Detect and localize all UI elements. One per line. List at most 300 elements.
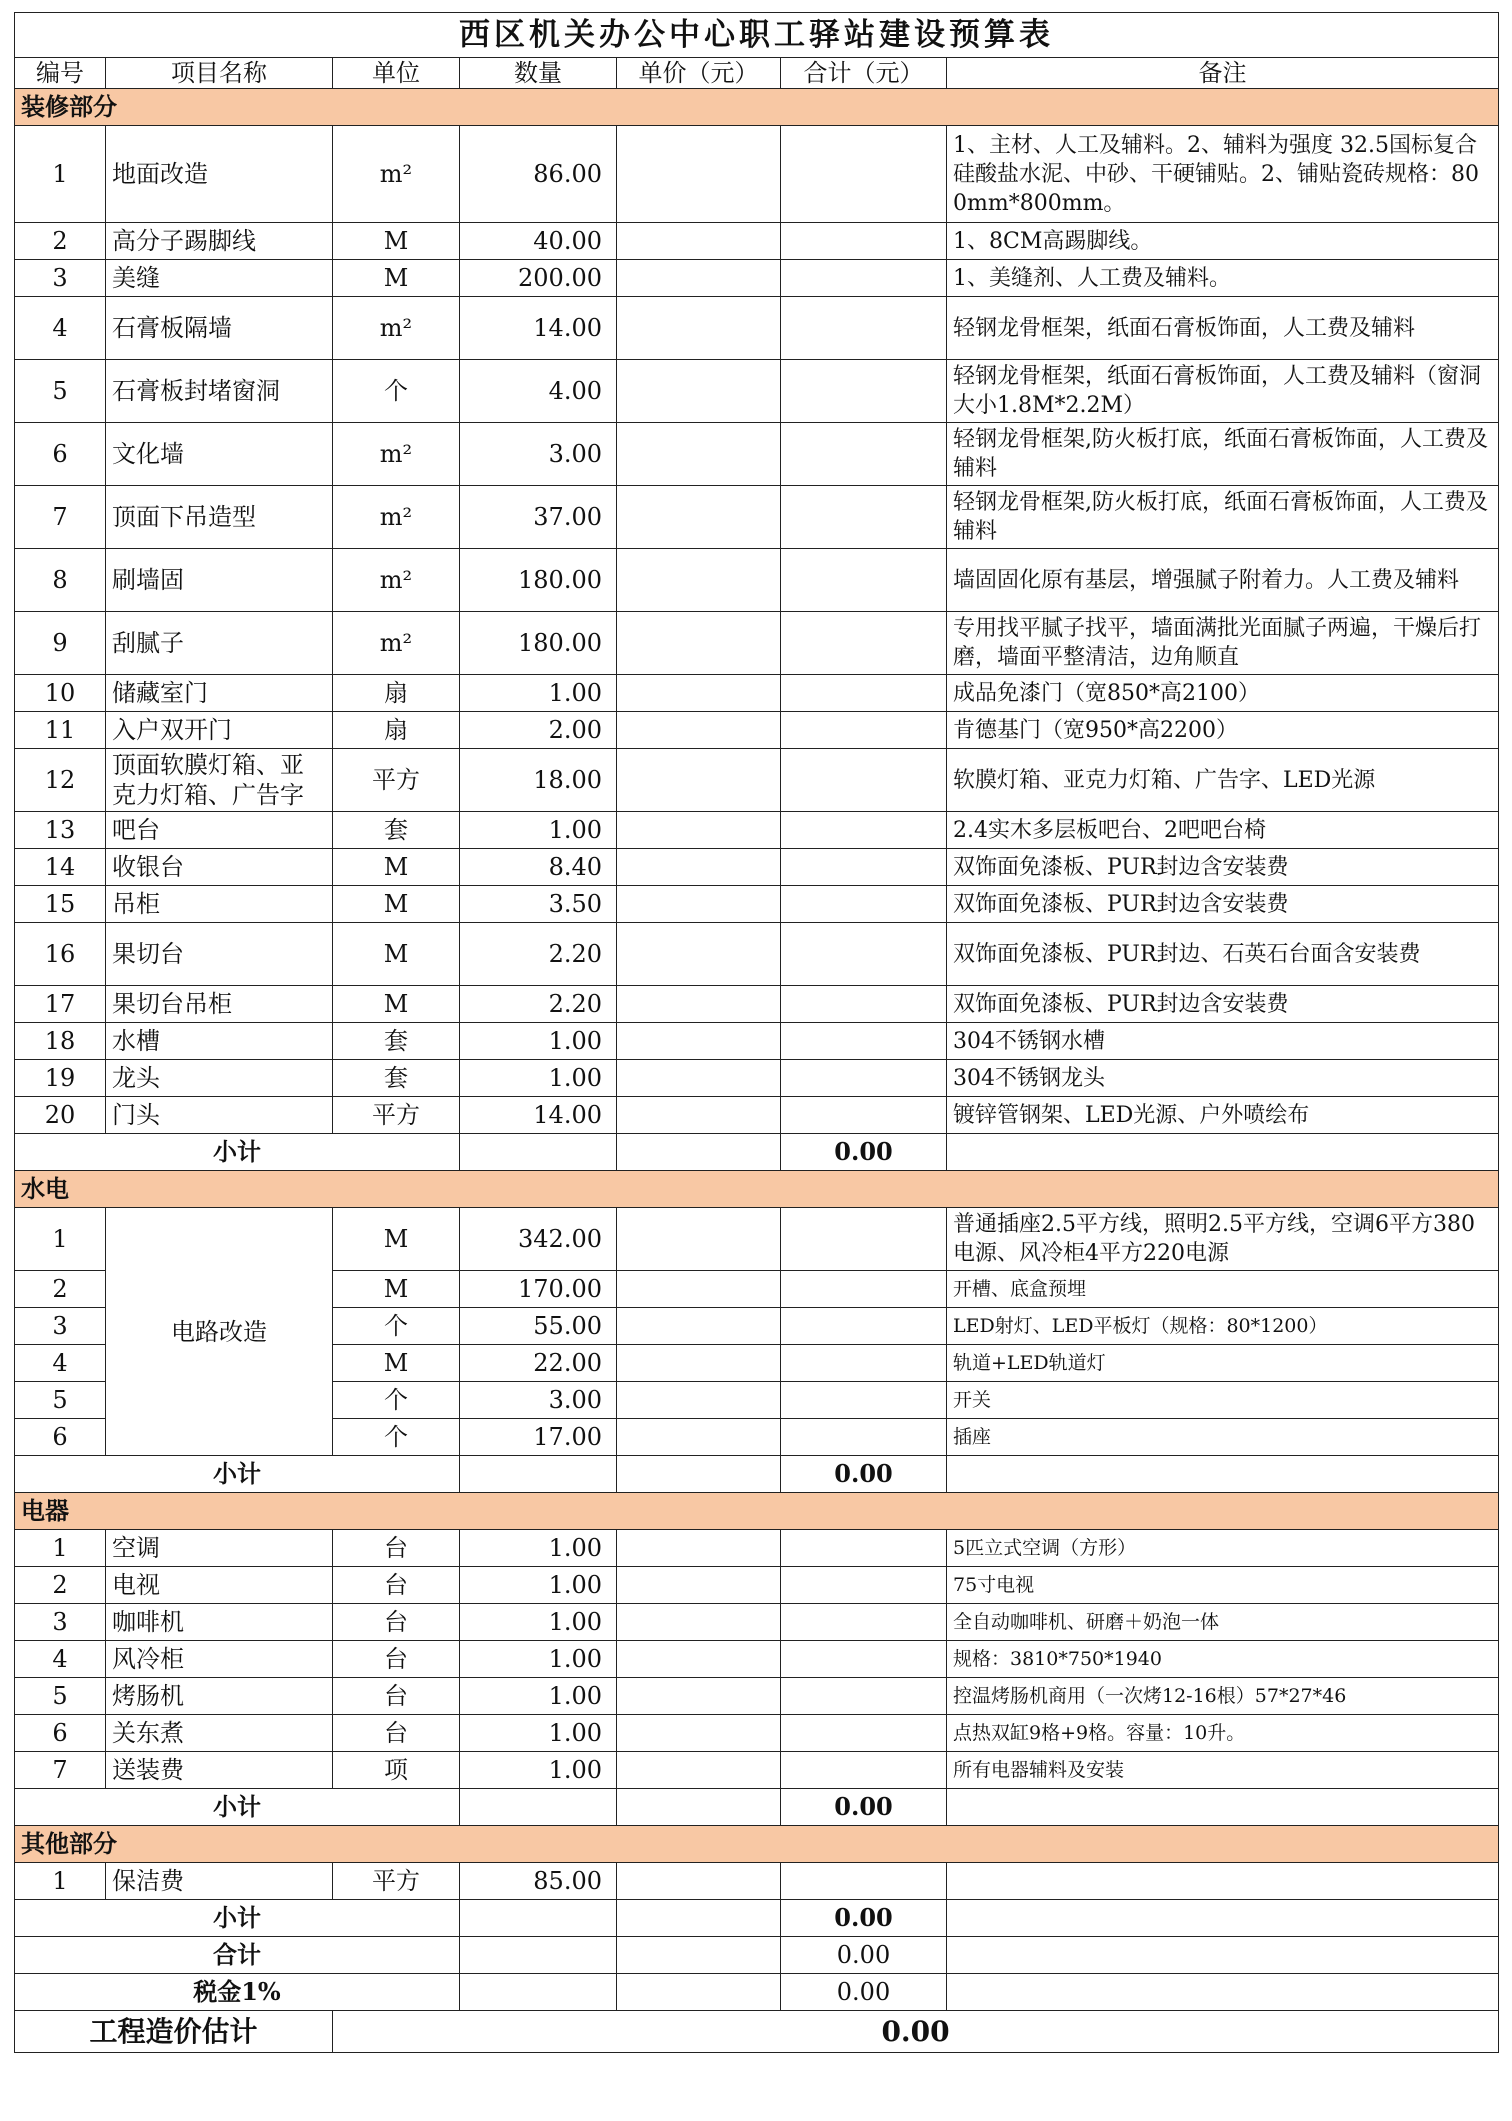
cell[interactable] bbox=[617, 1134, 781, 1171]
estimate-label[interactable]: 工程造价估计 bbox=[15, 2011, 333, 2053]
item-name[interactable]: 门头 bbox=[106, 1097, 333, 1134]
item-unit-price[interactable] bbox=[617, 126, 781, 223]
item-note[interactable]: 1、8CM高踢脚线。 bbox=[947, 223, 1499, 260]
subtotal-row bbox=[15, 1134, 1499, 1171]
item-note[interactable]: 肯德基门（宽950*高2200） bbox=[947, 712, 1499, 749]
item-group-name[interactable]: 电路改造 bbox=[106, 1208, 333, 1456]
item-note[interactable]: 规格：3810*750*1940 bbox=[947, 1641, 1499, 1678]
item-line-total[interactable] bbox=[781, 1208, 947, 1271]
item-number[interactable]: 11 bbox=[15, 712, 106, 749]
item-note[interactable]: 轻钢龙骨框架，纸面石膏板饰面，人工费及辅料 bbox=[947, 297, 1499, 360]
item-number[interactable]: 3 bbox=[15, 1308, 106, 1345]
item-line-total[interactable] bbox=[781, 1678, 947, 1715]
item-unit[interactable]: m² bbox=[333, 486, 460, 549]
table-row bbox=[15, 1023, 1499, 1060]
table-row bbox=[15, 812, 1499, 849]
item-unit[interactable]: M bbox=[333, 886, 460, 923]
item-note[interactable]: 2.4实木多层板吧台、2吧吧台椅 bbox=[947, 812, 1499, 849]
subtotal-value[interactable]: 0.00 bbox=[781, 1900, 947, 1937]
item-quantity[interactable]: 1.00 bbox=[460, 1752, 617, 1789]
item-note[interactable]: 1、主材、人工及辅料。2、辅料为强度 32.5国标复合硅酸盐水泥、中砂、干硬铺贴。2、铺贴瓷砖规格：800mm*800mm。 bbox=[947, 126, 1499, 223]
item-number[interactable]: 13 bbox=[15, 812, 106, 849]
item-quantity[interactable]: 1.00 bbox=[460, 1678, 617, 1715]
item-line-total[interactable] bbox=[781, 849, 947, 886]
item-line-total[interactable] bbox=[781, 486, 947, 549]
item-unit[interactable]: M bbox=[333, 260, 460, 297]
budget-table bbox=[14, 12, 1499, 2053]
item-note[interactable]: 普通插座2.5平方线，照明2.5平方线，空调6平方380电源、风冷柜4平方220电源 bbox=[947, 1208, 1499, 1271]
item-number[interactable]: 14 bbox=[15, 849, 106, 886]
cell[interactable] bbox=[947, 1937, 1499, 1974]
item-unit-price[interactable] bbox=[617, 223, 781, 260]
item-unit-price[interactable] bbox=[617, 1023, 781, 1060]
item-unit[interactable]: m² bbox=[333, 612, 460, 675]
item-unit[interactable]: 台 bbox=[333, 1678, 460, 1715]
item-line-total[interactable] bbox=[781, 1097, 947, 1134]
item-quantity[interactable]: 14.00 bbox=[460, 1097, 617, 1134]
item-line-total[interactable] bbox=[781, 1604, 947, 1641]
item-note[interactable]: 全自动咖啡机、研磨＋奶泡一体 bbox=[947, 1604, 1499, 1641]
cell[interactable] bbox=[617, 1789, 781, 1826]
item-quantity[interactable]: 1.00 bbox=[460, 1641, 617, 1678]
item-note[interactable]: 镀锌管钢架、LED光源、户外喷绘布 bbox=[947, 1097, 1499, 1134]
table-row bbox=[15, 1752, 1499, 1789]
item-number[interactable]: 17 bbox=[15, 986, 106, 1023]
table-row bbox=[15, 1567, 1499, 1604]
item-unit[interactable]: 个 bbox=[333, 1419, 460, 1456]
cell[interactable] bbox=[460, 1974, 617, 2011]
item-name[interactable]: 保洁费 bbox=[106, 1863, 333, 1900]
cell[interactable] bbox=[617, 1937, 781, 1974]
table-row bbox=[15, 1678, 1499, 1715]
cell[interactable] bbox=[460, 1134, 617, 1171]
subtotal-label[interactable]: 小计 bbox=[15, 1134, 460, 1171]
cell[interactable] bbox=[460, 1789, 617, 1826]
item-unit-price[interactable] bbox=[617, 1678, 781, 1715]
section-header bbox=[15, 89, 1499, 126]
item-name[interactable]: 收银台 bbox=[106, 849, 333, 886]
item-note[interactable]: 所有电器辅料及安装 bbox=[947, 1752, 1499, 1789]
column-header[interactable]: 数量 bbox=[460, 58, 617, 89]
item-unit-price[interactable] bbox=[617, 1419, 781, 1456]
item-quantity[interactable]: 200.00 bbox=[460, 260, 617, 297]
item-note[interactable]: 轻钢龙骨框架,防火板打底，纸面石膏板饰面，人工费及辅料 bbox=[947, 423, 1499, 486]
item-number[interactable]: 10 bbox=[15, 675, 106, 712]
item-name[interactable]: 空调 bbox=[106, 1530, 333, 1567]
item-number[interactable]: 5 bbox=[15, 1382, 106, 1419]
item-quantity[interactable]: 2.20 bbox=[460, 986, 617, 1023]
item-unit-price[interactable] bbox=[617, 1530, 781, 1567]
item-quantity[interactable]: 1.00 bbox=[460, 1715, 617, 1752]
item-quantity[interactable]: 55.00 bbox=[460, 1308, 617, 1345]
item-unit[interactable]: 扇 bbox=[333, 712, 460, 749]
item-line-total[interactable] bbox=[781, 549, 947, 612]
item-quantity[interactable]: 3.50 bbox=[460, 886, 617, 923]
item-unit-price[interactable] bbox=[617, 712, 781, 749]
tax-value[interactable]: 0.00 bbox=[781, 1974, 947, 2011]
item-unit[interactable]: 台 bbox=[333, 1715, 460, 1752]
item-quantity[interactable]: 342.00 bbox=[460, 1208, 617, 1271]
item-unit-price[interactable] bbox=[617, 612, 781, 675]
item-note[interactable]: 304不锈钢水槽 bbox=[947, 1023, 1499, 1060]
section-title[interactable]: 水电 bbox=[15, 1171, 1499, 1208]
table-row bbox=[15, 260, 1499, 297]
item-quantity[interactable]: 3.00 bbox=[460, 423, 617, 486]
item-line-total[interactable] bbox=[781, 1023, 947, 1060]
item-number[interactable]: 6 bbox=[15, 1715, 106, 1752]
item-unit-price[interactable] bbox=[617, 1097, 781, 1134]
item-line-total[interactable] bbox=[781, 886, 947, 923]
cell[interactable] bbox=[617, 1456, 781, 1493]
item-number[interactable]: 20 bbox=[15, 1097, 106, 1134]
item-note[interactable]: 双饰面免漆板、PUR封边含安装费 bbox=[947, 849, 1499, 886]
item-line-total[interactable] bbox=[781, 360, 947, 423]
item-unit-price[interactable] bbox=[617, 297, 781, 360]
item-name[interactable]: 果切台吊柜 bbox=[106, 986, 333, 1023]
item-note[interactable]: 成品免漆门（宽850*高2100） bbox=[947, 675, 1499, 712]
item-unit-price[interactable] bbox=[617, 549, 781, 612]
subtotal-row bbox=[15, 1900, 1499, 1937]
item-line-total[interactable] bbox=[781, 1060, 947, 1097]
item-line-total[interactable] bbox=[781, 1715, 947, 1752]
item-unit[interactable]: m² bbox=[333, 297, 460, 360]
item-line-total[interactable] bbox=[781, 260, 947, 297]
item-note[interactable]: 插座 bbox=[947, 1419, 1499, 1456]
cell[interactable] bbox=[617, 1974, 781, 2011]
item-line-total[interactable] bbox=[781, 1382, 947, 1419]
item-unit-price[interactable] bbox=[617, 1641, 781, 1678]
item-name[interactable]: 高分子踢脚线 bbox=[106, 223, 333, 260]
cell[interactable] bbox=[947, 1134, 1499, 1171]
item-line-total[interactable] bbox=[781, 712, 947, 749]
item-note[interactable]: 1、美缝剂、人工费及辅料。 bbox=[947, 260, 1499, 297]
item-quantity[interactable]: 37.00 bbox=[460, 486, 617, 549]
item-unit[interactable]: M bbox=[333, 1271, 460, 1308]
item-line-total[interactable] bbox=[781, 423, 947, 486]
item-number[interactable]: 1 bbox=[15, 126, 106, 223]
item-quantity[interactable]: 180.00 bbox=[460, 612, 617, 675]
title-row bbox=[15, 13, 1499, 58]
item-unit-price[interactable] bbox=[617, 360, 781, 423]
item-name[interactable]: 美缝 bbox=[106, 260, 333, 297]
item-unit-price[interactable] bbox=[617, 1345, 781, 1382]
item-line-total[interactable] bbox=[781, 1567, 947, 1604]
item-name[interactable]: 烤肠机 bbox=[106, 1678, 333, 1715]
item-note[interactable]: 轻钢龙骨框架,防火板打底，纸面石膏板饰面，人工费及辅料 bbox=[947, 486, 1499, 549]
item-unit-price[interactable] bbox=[617, 1752, 781, 1789]
item-unit-price[interactable] bbox=[617, 1567, 781, 1604]
item-unit[interactable]: 个 bbox=[333, 1308, 460, 1345]
item-unit-price[interactable] bbox=[617, 986, 781, 1023]
item-unit-price[interactable] bbox=[617, 1604, 781, 1641]
item-number[interactable]: 8 bbox=[15, 549, 106, 612]
item-line-total[interactable] bbox=[781, 923, 947, 986]
item-quantity[interactable]: 86.00 bbox=[460, 126, 617, 223]
page-title[interactable]: 西区机关办公中心职工驿站建设预算表 bbox=[15, 13, 1499, 58]
item-unit-price[interactable] bbox=[617, 1308, 781, 1345]
item-note[interactable]: 5匹立式空调（方形） bbox=[947, 1530, 1499, 1567]
item-number[interactable]: 3 bbox=[15, 260, 106, 297]
column-header[interactable]: 合计（元） bbox=[781, 58, 947, 89]
subtotal-value[interactable]: 0.00 bbox=[781, 1134, 947, 1171]
item-number[interactable]: 5 bbox=[15, 360, 106, 423]
item-unit[interactable]: 台 bbox=[333, 1604, 460, 1641]
item-quantity[interactable]: 14.00 bbox=[460, 297, 617, 360]
item-line-total[interactable] bbox=[781, 223, 947, 260]
item-note[interactable]: 75寸电视 bbox=[947, 1567, 1499, 1604]
tax-label[interactable]: 税金1% bbox=[15, 1974, 460, 2011]
cell[interactable] bbox=[460, 1456, 617, 1493]
cell[interactable] bbox=[947, 1456, 1499, 1493]
item-note[interactable]: 304不锈钢龙头 bbox=[947, 1060, 1499, 1097]
item-unit[interactable]: m² bbox=[333, 549, 460, 612]
item-name[interactable]: 吧台 bbox=[106, 812, 333, 849]
item-line-total[interactable] bbox=[781, 1271, 947, 1308]
item-unit[interactable]: M bbox=[333, 1208, 460, 1271]
item-quantity[interactable]: 22.00 bbox=[460, 1345, 617, 1382]
item-note[interactable]: 双饰面免漆板、PUR封边含安装费 bbox=[947, 986, 1499, 1023]
item-name[interactable]: 水槽 bbox=[106, 1023, 333, 1060]
item-line-total[interactable] bbox=[781, 986, 947, 1023]
table-row bbox=[15, 486, 1499, 549]
item-unit[interactable]: M bbox=[333, 223, 460, 260]
header-row bbox=[15, 58, 1499, 89]
item-unit-price[interactable] bbox=[617, 1208, 781, 1271]
item-line-total[interactable] bbox=[781, 1308, 947, 1345]
item-line-total[interactable] bbox=[781, 297, 947, 360]
item-number[interactable]: 1 bbox=[15, 1208, 106, 1271]
item-unit[interactable]: 个 bbox=[333, 360, 460, 423]
column-header[interactable]: 单价（元） bbox=[617, 58, 781, 89]
item-number[interactable]: 9 bbox=[15, 612, 106, 675]
item-unit-price[interactable] bbox=[617, 260, 781, 297]
item-quantity[interactable]: 8.40 bbox=[460, 849, 617, 886]
item-name[interactable]: 入户双开门 bbox=[106, 712, 333, 749]
item-unit-price[interactable] bbox=[617, 849, 781, 886]
item-note[interactable]: 开槽、底盒预埋 bbox=[947, 1271, 1499, 1308]
item-unit[interactable]: 套 bbox=[333, 1060, 460, 1097]
item-line-total[interactable] bbox=[781, 1345, 947, 1382]
item-name[interactable]: 咖啡机 bbox=[106, 1604, 333, 1641]
item-name[interactable]: 送装费 bbox=[106, 1752, 333, 1789]
item-unit[interactable]: 套 bbox=[333, 812, 460, 849]
item-unit-price[interactable] bbox=[617, 1715, 781, 1752]
section-title[interactable]: 电器 bbox=[15, 1493, 1499, 1530]
item-quantity[interactable]: 17.00 bbox=[460, 1419, 617, 1456]
item-number[interactable]: 19 bbox=[15, 1060, 106, 1097]
item-quantity[interactable]: 180.00 bbox=[460, 549, 617, 612]
estimate-value[interactable]: 0.00 bbox=[333, 2011, 1499, 2053]
item-number[interactable]: 2 bbox=[15, 223, 106, 260]
item-line-total[interactable] bbox=[781, 1863, 947, 1900]
item-line-total[interactable] bbox=[781, 1641, 947, 1678]
item-unit[interactable]: M bbox=[333, 1345, 460, 1382]
table-row bbox=[15, 423, 1499, 486]
item-name[interactable]: 吊柜 bbox=[106, 886, 333, 923]
item-unit-price[interactable] bbox=[617, 1060, 781, 1097]
table-row bbox=[15, 1060, 1499, 1097]
table-row bbox=[15, 1715, 1499, 1752]
item-name[interactable]: 石膏板封堵窗洞 bbox=[106, 360, 333, 423]
subtotal-label[interactable]: 小计 bbox=[15, 1456, 460, 1493]
item-unit-price[interactable] bbox=[617, 923, 781, 986]
item-number[interactable]: 1 bbox=[15, 1530, 106, 1567]
item-number[interactable]: 12 bbox=[15, 749, 106, 812]
item-number[interactable]: 1 bbox=[15, 1863, 106, 1900]
item-quantity[interactable]: 3.00 bbox=[460, 1382, 617, 1419]
item-number[interactable]: 5 bbox=[15, 1678, 106, 1715]
item-name[interactable]: 石膏板隔墙 bbox=[106, 297, 333, 360]
item-unit[interactable]: 平方 bbox=[333, 1097, 460, 1134]
item-line-total[interactable] bbox=[781, 126, 947, 223]
item-note[interactable]: 轻钢龙骨框架，纸面石膏板饰面，人工费及辅料（窗洞大小1.8M*2.2M） bbox=[947, 360, 1499, 423]
item-unit-price[interactable] bbox=[617, 812, 781, 849]
item-unit-price[interactable] bbox=[617, 675, 781, 712]
item-number[interactable]: 18 bbox=[15, 1023, 106, 1060]
table-row bbox=[15, 749, 1499, 812]
item-number[interactable]: 2 bbox=[15, 1271, 106, 1308]
item-name[interactable]: 文化墙 bbox=[106, 423, 333, 486]
item-note[interactable] bbox=[947, 1863, 1499, 1900]
item-name[interactable]: 顶面软膜灯箱、亚克力灯箱、广告字 bbox=[106, 749, 333, 812]
column-header[interactable]: 备注 bbox=[947, 58, 1499, 89]
item-quantity[interactable]: 40.00 bbox=[460, 223, 617, 260]
item-line-total[interactable] bbox=[781, 749, 947, 812]
table-row bbox=[15, 849, 1499, 886]
item-quantity[interactable]: 18.00 bbox=[460, 749, 617, 812]
item-number[interactable]: 6 bbox=[15, 423, 106, 486]
item-unit[interactable]: 台 bbox=[333, 1641, 460, 1678]
table-row bbox=[15, 549, 1499, 612]
item-unit-price[interactable] bbox=[617, 886, 781, 923]
item-unit-price[interactable] bbox=[617, 1382, 781, 1419]
item-name[interactable]: 储藏室门 bbox=[106, 675, 333, 712]
cell[interactable] bbox=[947, 1789, 1499, 1826]
item-quantity[interactable]: 1.00 bbox=[460, 1060, 617, 1097]
item-line-total[interactable] bbox=[781, 1530, 947, 1567]
item-unit[interactable]: M bbox=[333, 923, 460, 986]
item-number[interactable]: 2 bbox=[15, 1567, 106, 1604]
item-unit[interactable]: 平方 bbox=[333, 749, 460, 812]
item-note[interactable]: 控温烤肠机商用（一次烤12-16根）57*27*46 bbox=[947, 1678, 1499, 1715]
item-number[interactable]: 7 bbox=[15, 486, 106, 549]
item-quantity[interactable]: 4.00 bbox=[460, 360, 617, 423]
item-unit[interactable]: 套 bbox=[333, 1023, 460, 1060]
subtotal-value[interactable]: 0.00 bbox=[781, 1789, 947, 1826]
item-number[interactable]: 4 bbox=[15, 1641, 106, 1678]
total-value[interactable]: 0.00 bbox=[781, 1937, 947, 1974]
item-unit-price[interactable] bbox=[617, 749, 781, 812]
section-title[interactable]: 装修部分 bbox=[15, 89, 1499, 126]
column-header[interactable]: 单位 bbox=[333, 58, 460, 89]
item-unit[interactable]: M bbox=[333, 986, 460, 1023]
item-line-total[interactable] bbox=[781, 675, 947, 712]
item-unit-price[interactable] bbox=[617, 1271, 781, 1308]
subtotal-label[interactable]: 小计 bbox=[15, 1789, 460, 1826]
item-number[interactable]: 4 bbox=[15, 297, 106, 360]
subtotal-label[interactable]: 小计 bbox=[15, 1900, 460, 1937]
item-number[interactable]: 3 bbox=[15, 1604, 106, 1641]
cell[interactable] bbox=[460, 1900, 617, 1937]
item-number[interactable]: 6 bbox=[15, 1419, 106, 1456]
item-unit[interactable]: 个 bbox=[333, 1382, 460, 1419]
item-line-total[interactable] bbox=[781, 612, 947, 675]
item-unit[interactable]: m² bbox=[333, 423, 460, 486]
item-name[interactable]: 刮腻子 bbox=[106, 612, 333, 675]
subtotal-value[interactable]: 0.00 bbox=[781, 1456, 947, 1493]
item-number[interactable]: 15 bbox=[15, 886, 106, 923]
item-name[interactable]: 顶面下吊造型 bbox=[106, 486, 333, 549]
cell[interactable] bbox=[947, 1974, 1499, 2011]
column-header[interactable]: 项目名称 bbox=[106, 58, 333, 89]
item-quantity[interactable]: 2.00 bbox=[460, 712, 617, 749]
table-row bbox=[15, 675, 1499, 712]
item-unit[interactable]: m² bbox=[333, 126, 460, 223]
cell[interactable] bbox=[460, 1937, 617, 1974]
item-quantity[interactable]: 2.20 bbox=[460, 923, 617, 986]
item-number[interactable]: 7 bbox=[15, 1752, 106, 1789]
item-unit[interactable]: M bbox=[333, 849, 460, 886]
item-number[interactable]: 16 bbox=[15, 923, 106, 986]
section-header bbox=[15, 1171, 1499, 1208]
section-title[interactable]: 其他部分 bbox=[15, 1826, 1499, 1863]
item-line-total[interactable] bbox=[781, 1752, 947, 1789]
item-name[interactable]: 电视 bbox=[106, 1567, 333, 1604]
item-note[interactable]: 开关 bbox=[947, 1382, 1499, 1419]
cell[interactable] bbox=[947, 1900, 1499, 1937]
item-name[interactable]: 刷墙固 bbox=[106, 549, 333, 612]
item-unit-price[interactable] bbox=[617, 486, 781, 549]
item-name[interactable]: 风冷柜 bbox=[106, 1641, 333, 1678]
item-unit-price[interactable] bbox=[617, 1863, 781, 1900]
item-unit[interactable]: 台 bbox=[333, 1530, 460, 1567]
item-unit[interactable]: 项 bbox=[333, 1752, 460, 1789]
item-name[interactable]: 关东煮 bbox=[106, 1715, 333, 1752]
item-note[interactable]: LED射灯、LED平板灯（规格：80*1200） bbox=[947, 1308, 1499, 1345]
item-quantity[interactable]: 1.00 bbox=[460, 812, 617, 849]
item-note[interactable]: 软膜灯箱、亚克力灯箱、广告字、LED光源 bbox=[947, 749, 1499, 812]
item-quantity[interactable]: 85.00 bbox=[460, 1863, 617, 1900]
item-quantity[interactable]: 1.00 bbox=[460, 1567, 617, 1604]
item-unit[interactable]: 台 bbox=[333, 1567, 460, 1604]
item-note[interactable]: 点热双缸9格+9格。容量：10升。 bbox=[947, 1715, 1499, 1752]
column-header[interactable]: 编号 bbox=[15, 58, 106, 89]
item-quantity[interactable]: 1.00 bbox=[460, 1023, 617, 1060]
item-note[interactable]: 墙固固化原有基层，增强腻子附着力。人工费及辅料 bbox=[947, 549, 1499, 612]
table-row bbox=[15, 886, 1499, 923]
item-quantity[interactable]: 1.00 bbox=[460, 675, 617, 712]
item-unit-price[interactable] bbox=[617, 423, 781, 486]
item-note[interactable]: 专用找平腻子找平，墙面满批光面腻子两遍，干燥后打磨，墙面平整清洁，边角顺直 bbox=[947, 612, 1499, 675]
item-name[interactable]: 果切台 bbox=[106, 923, 333, 986]
item-line-total[interactable] bbox=[781, 812, 947, 849]
item-note[interactable]: 双饰面免漆板、PUR封边含安装费 bbox=[947, 886, 1499, 923]
item-number[interactable]: 4 bbox=[15, 1345, 106, 1382]
item-name[interactable]: 地面改造 bbox=[106, 126, 333, 223]
item-name[interactable]: 龙头 bbox=[106, 1060, 333, 1097]
item-quantity[interactable]: 170.00 bbox=[460, 1271, 617, 1308]
cell[interactable] bbox=[617, 1900, 781, 1937]
total-label[interactable]: 合计 bbox=[15, 1937, 460, 1974]
table-row bbox=[15, 1641, 1499, 1678]
item-line-total[interactable] bbox=[781, 1419, 947, 1456]
item-quantity[interactable]: 1.00 bbox=[460, 1604, 617, 1641]
item-unit[interactable]: 平方 bbox=[333, 1863, 460, 1900]
item-note[interactable]: 双饰面免漆板、PUR封边、石英石台面含安装费 bbox=[947, 923, 1499, 986]
item-unit[interactable]: 扇 bbox=[333, 675, 460, 712]
item-note[interactable]: 轨道+LED轨道灯 bbox=[947, 1345, 1499, 1382]
item-quantity[interactable]: 1.00 bbox=[460, 1530, 617, 1567]
